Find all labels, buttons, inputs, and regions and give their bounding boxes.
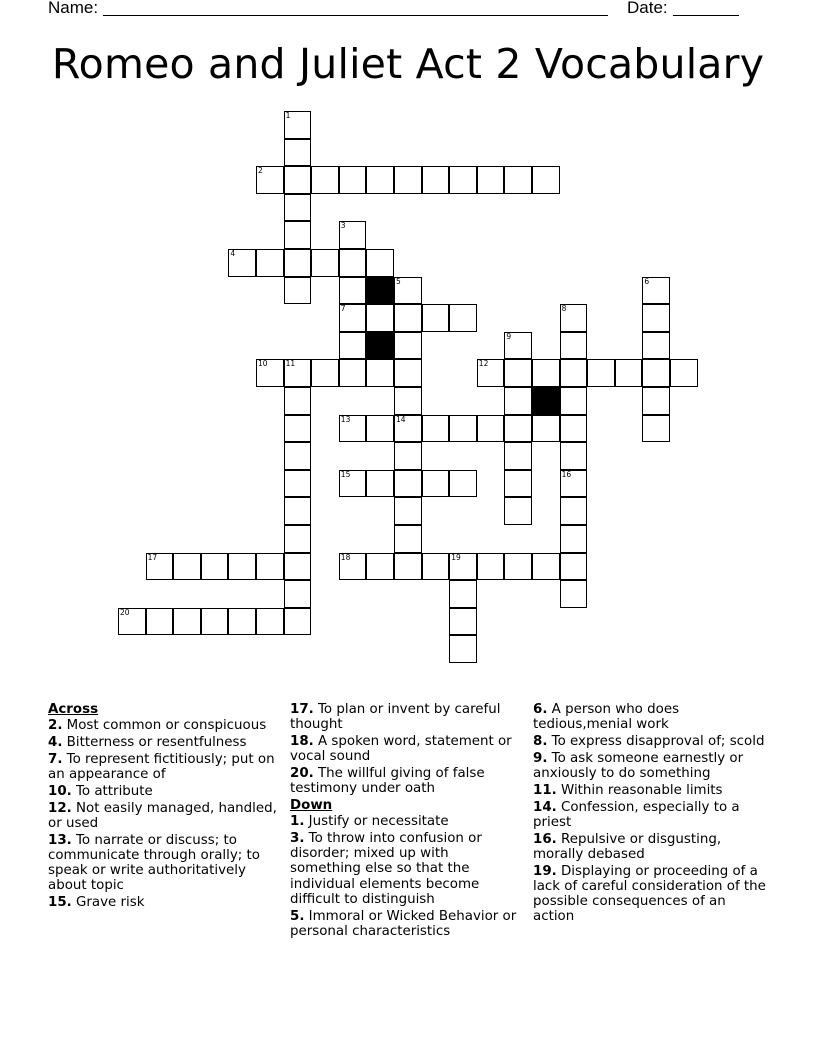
clue-down-3: 3. To throw into confusion or disorder; mixed up with something else so that the individual elements become difficult to distinguish — [290, 831, 482, 907]
clue-across-13: 13. To narrate or discuss; to communicate through orally; to speak or write authoritatively about topic — [48, 832, 261, 894]
grid-cell[interactable] — [339, 470, 367, 498]
grid-cell[interactable] — [228, 608, 256, 636]
grid-cell[interactable] — [504, 166, 532, 194]
grid-cell[interactable] — [256, 166, 284, 194]
grid-cell[interactable] — [366, 359, 394, 387]
clue-down-9: 9. To ask someone earnestly or anxiously to do something — [533, 750, 744, 781]
grid-cell[interactable] — [560, 415, 588, 443]
grid-cell[interactable] — [394, 442, 422, 470]
grid-cell[interactable] — [366, 166, 394, 194]
grid-cell[interactable] — [422, 553, 450, 581]
black-square — [366, 277, 394, 305]
grid-cell[interactable] — [311, 249, 339, 277]
grid-cell[interactable] — [422, 470, 450, 498]
grid-cell[interactable] — [339, 277, 367, 305]
grid-cell[interactable] — [449, 415, 477, 443]
clue-across-2: 2. Most common or conspicuous — [48, 718, 267, 734]
grid-cell[interactable] — [256, 359, 284, 387]
cell-number: 7 — [340, 304, 346, 314]
grid-cell[interactable] — [201, 608, 229, 636]
grid-cell[interactable] — [339, 249, 367, 277]
grid-cell[interactable] — [339, 304, 367, 332]
clues-column-2 — [290, 702, 518, 941]
grid-cell[interactable] — [339, 415, 367, 443]
grid-cell[interactable] — [560, 332, 588, 360]
clue-down-1: 1. Justify or necessitate — [290, 814, 449, 830]
grid-cell[interactable] — [670, 359, 698, 387]
grid-cell[interactable] — [560, 442, 588, 470]
grid-cell[interactable] — [256, 608, 284, 636]
grid-cell[interactable] — [560, 359, 588, 387]
grid-cell[interactable] — [284, 442, 312, 470]
grid-cell[interactable] — [284, 277, 312, 305]
clue-down-14: 14. Confession, especially to a priest — [533, 799, 740, 830]
grid-cell[interactable] — [642, 415, 670, 443]
grid-cell[interactable] — [284, 359, 312, 387]
clue-down-8: 8. To express disapproval of; scold — [533, 734, 765, 749]
clue-across-12: 12. Not easily managed, handled, or used — [48, 800, 277, 831]
grid-cell[interactable] — [339, 221, 367, 249]
cell-number: 15 — [340, 469, 351, 479]
grid-cell[interactable] — [477, 415, 505, 443]
grid-cell[interactable] — [504, 387, 532, 415]
grid-cell[interactable] — [284, 221, 312, 249]
cell-number: 19 — [451, 552, 461, 562]
grid-cell[interactable] — [560, 580, 588, 608]
grid-cell[interactable] — [642, 277, 670, 305]
grid-cell[interactable] — [394, 387, 422, 415]
grid-cell[interactable] — [422, 304, 450, 332]
cell-number: 5 — [396, 276, 401, 286]
cell-number: 16 — [561, 469, 572, 479]
grid-cell[interactable] — [173, 608, 201, 636]
grid-cell[interactable] — [560, 304, 588, 332]
grid-cell[interactable] — [284, 580, 312, 608]
grid-cell[interactable] — [504, 497, 532, 525]
cell-number: 9 — [506, 331, 512, 341]
grid-cell[interactable] — [118, 608, 146, 636]
black-square — [532, 387, 560, 415]
cell-number: 11 — [285, 359, 296, 369]
grid-cell[interactable] — [284, 249, 312, 277]
grid-cell[interactable] — [366, 553, 394, 581]
clue-down-16: 16. Repulsive or disgusting, morally debased — [533, 831, 722, 862]
grid-cell[interactable] — [339, 166, 367, 194]
grid-cell[interactable] — [394, 415, 422, 443]
clue-across-4: 4. Bitterness or resentfulness — [48, 735, 247, 750]
grid-cell[interactable] — [532, 553, 560, 581]
grid-cell[interactable] — [311, 166, 339, 194]
clue-across-7: 7. To represent fictitiously; put on an appearance of — [48, 751, 275, 782]
grid-cell[interactable] — [504, 442, 532, 470]
grid-cell[interactable] — [560, 387, 588, 415]
grid-cell[interactable] — [284, 166, 312, 194]
grid-cell[interactable] — [284, 194, 312, 222]
grid-cell[interactable] — [146, 608, 174, 636]
grid-cell[interactable] — [394, 359, 422, 387]
grid-cell[interactable] — [284, 525, 312, 553]
clues-column-1 — [48, 702, 280, 912]
clue-down-5: 5. Immoral or Wicked Behavior or personal characteristics — [290, 908, 517, 939]
clue-across-15: 15. Grave risk — [48, 895, 145, 910]
grid-cell[interactable] — [228, 553, 256, 581]
grid-cell[interactable] — [587, 359, 615, 387]
grid-cell[interactable] — [449, 580, 477, 608]
grid-cell[interactable] — [394, 553, 422, 581]
grid-cell[interactable] — [284, 470, 312, 498]
cell-number: 12 — [478, 359, 489, 369]
clue-across-17: 17. To plan or invent by careful thought — [290, 702, 501, 733]
grid-cell[interactable] — [394, 332, 422, 360]
grid-cell[interactable] — [339, 332, 367, 360]
clue-down-19: 19. Displaying or proceeding of a lack of careful consideration of the possible consequences of an action — [533, 863, 766, 925]
cell-number: 3 — [340, 221, 346, 231]
cell-number: 17 — [147, 552, 158, 562]
grid-cell[interactable] — [366, 304, 394, 332]
grid-cell[interactable] — [146, 553, 174, 581]
page-title: Romeo and Juliet Act 2 Vocabulary — [51, 40, 765, 88]
grid-cell[interactable] — [394, 470, 422, 498]
clue-down-6: 6. A person who does tedious,menial work — [533, 702, 680, 733]
grid-cell[interactable] — [394, 525, 422, 553]
grid-cell[interactable] — [394, 497, 422, 525]
grid-cell[interactable] — [560, 553, 588, 581]
grid-cell[interactable] — [449, 166, 477, 194]
grid-cell[interactable] — [560, 497, 588, 525]
grid-cell[interactable] — [256, 553, 284, 581]
grid-cell[interactable] — [339, 553, 367, 581]
grid-cell[interactable] — [449, 470, 477, 498]
grid-cell[interactable] — [477, 553, 505, 581]
grid-cell[interactable] — [366, 470, 394, 498]
grid-cell[interactable] — [477, 166, 505, 194]
grid-cell[interactable] — [173, 553, 201, 581]
grid-cell[interactable] — [339, 359, 367, 387]
grid-cell[interactable] — [477, 359, 505, 387]
grid-cell[interactable] — [201, 553, 229, 581]
grid-cell[interactable] — [284, 497, 312, 525]
grid-cell[interactable] — [449, 635, 477, 663]
grid-cell[interactable] — [284, 387, 312, 415]
grid-cell[interactable] — [284, 415, 312, 443]
cell-number: 18 — [340, 552, 351, 562]
grid-cell[interactable] — [449, 553, 477, 581]
grid-cell[interactable] — [449, 304, 477, 332]
name-label: Name: — [48, 0, 99, 17]
grid-cell[interactable] — [366, 415, 394, 443]
grid-cell[interactable] — [449, 608, 477, 636]
cell-number: 2 — [258, 166, 263, 176]
grid-cell[interactable] — [642, 304, 670, 332]
clue-across-20: 20. The willful giving of false testimony under oath — [290, 766, 485, 797]
black-square — [366, 332, 394, 360]
down-heading: Down — [290, 798, 333, 813]
grid-cell[interactable] — [366, 249, 394, 277]
grid-cell[interactable] — [284, 608, 312, 636]
grid-cell[interactable] — [642, 359, 670, 387]
grid-cell[interactable] — [560, 470, 588, 498]
clue-across-10: 10. To attribute — [48, 783, 153, 799]
across-heading: Across — [48, 702, 99, 717]
grid-cell[interactable] — [504, 415, 532, 443]
grid-cell[interactable] — [284, 553, 312, 581]
grid-cell[interactable] — [256, 249, 284, 277]
grid-cell[interactable] — [532, 359, 560, 387]
grid-cell[interactable] — [560, 525, 588, 553]
grid-cell[interactable] — [394, 166, 422, 194]
grid-cell[interactable] — [284, 111, 312, 139]
cell-number: 13 — [340, 414, 351, 424]
grid-cell[interactable] — [642, 387, 670, 415]
cell-number: 6 — [644, 276, 650, 286]
grid-cell[interactable] — [394, 277, 422, 305]
grid-cell[interactable] — [284, 139, 312, 167]
grid-cell[interactable] — [532, 415, 560, 443]
cell-number: 20 — [120, 607, 130, 617]
clues-column-3 — [533, 702, 769, 926]
grid-cell[interactable] — [504, 359, 532, 387]
grid-cell[interactable] — [311, 359, 339, 387]
grid-cell[interactable] — [532, 166, 560, 194]
grid-cell[interactable] — [228, 249, 256, 277]
cell-number: 1 — [285, 111, 291, 120]
cell-number: 4 — [230, 249, 236, 258]
grid-cell[interactable] — [642, 332, 670, 360]
cell-number: 14 — [396, 414, 406, 424]
clue-across-18: 18. A spoken word, statement or vocal sound — [290, 734, 512, 765]
grid-cell[interactable] — [615, 359, 643, 387]
clue-down-11: 11. Within reasonable limits — [533, 782, 723, 798]
grid-cell[interactable] — [394, 304, 422, 332]
grid-cell[interactable] — [422, 415, 450, 443]
grid-cell[interactable] — [504, 470, 532, 498]
date-label: Date: — [627, 0, 668, 17]
cell-number: 10 — [258, 359, 268, 369]
cell-number: 8 — [561, 304, 567, 314]
grid-cell[interactable] — [422, 166, 450, 194]
grid-cell[interactable] — [504, 332, 532, 360]
grid-cell[interactable] — [504, 553, 532, 581]
